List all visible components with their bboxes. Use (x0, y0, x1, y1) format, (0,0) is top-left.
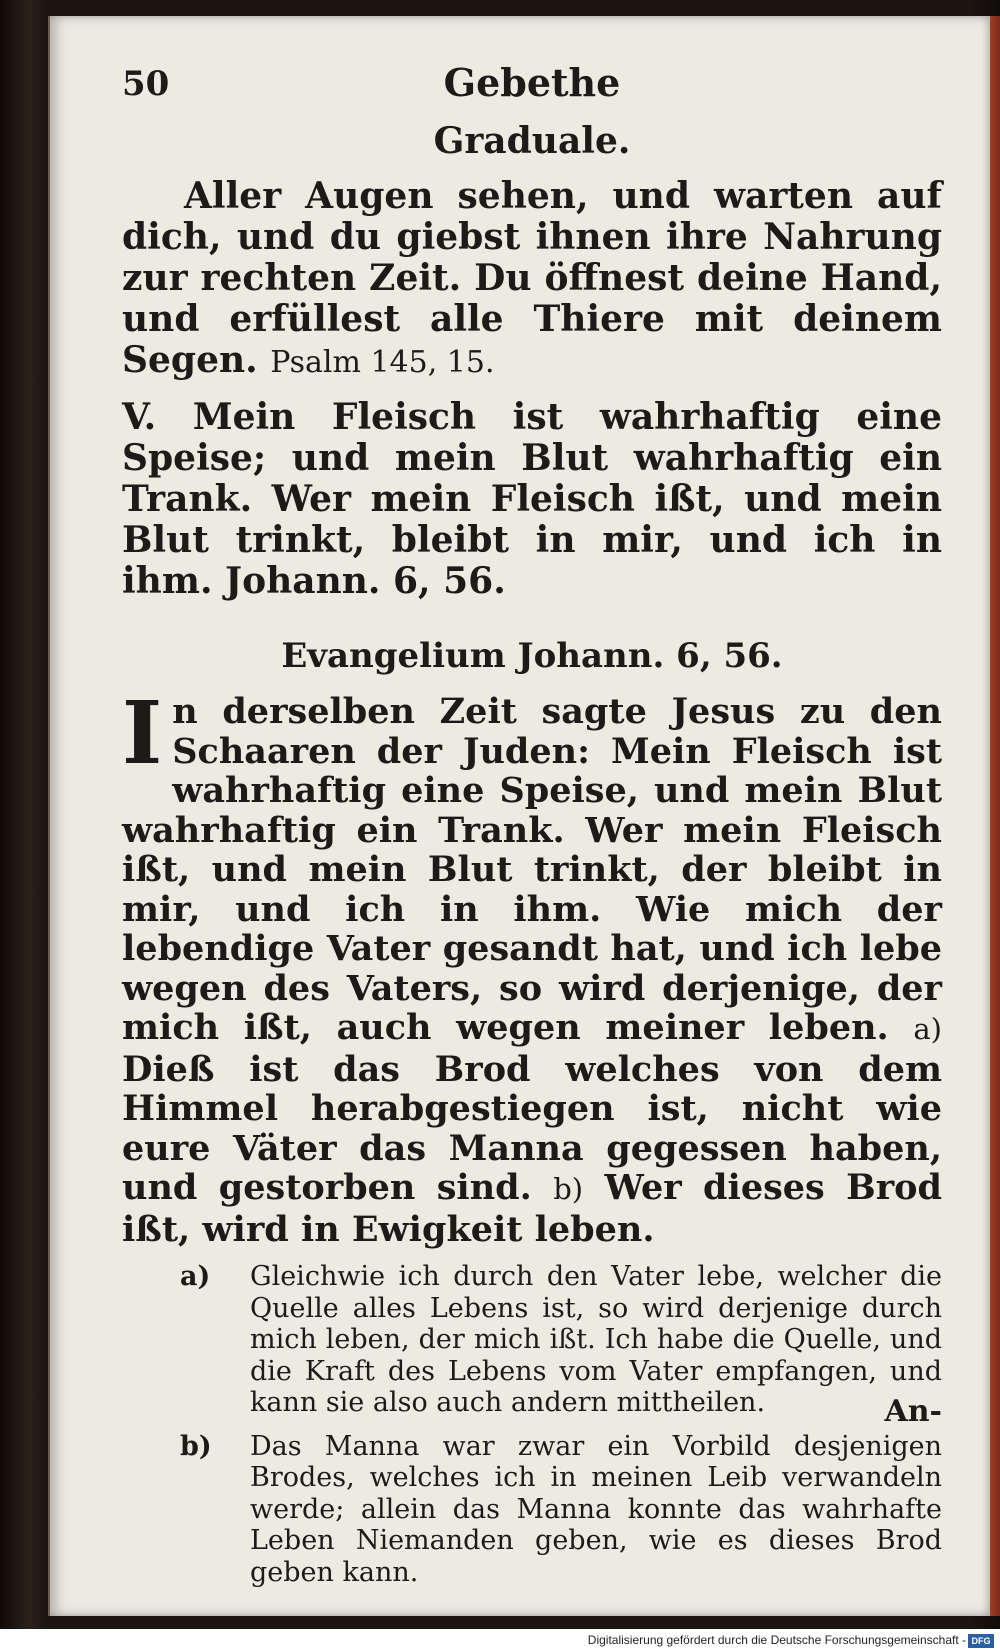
gospel-body-part2: Dieß ist das Brod welches von dem Himmel herabgestiegen ist, nicht wie eure Väter das Manna gegessen haben, und gestorben sind. (122, 1048, 942, 1208)
footer-bar (0, 1629, 1000, 1651)
footnote-label: b) (180, 1430, 212, 1462)
page-content (122, 56, 942, 1600)
footnote-label: a) (180, 1261, 211, 1292)
catchword: An- (884, 1394, 942, 1429)
graduale-reference: Psalm 145, 15. (270, 345, 495, 380)
gospel-body-part3: Wer dieses Brod ißt, wird in Ewigkeit leben. (122, 1167, 942, 1250)
book-page (48, 16, 990, 1616)
footnote-marker-a: a) (913, 1012, 942, 1046)
page-number: 50 (122, 64, 170, 104)
dfg-logo-icon: DFG (968, 1634, 994, 1648)
running-title: Gebethe (443, 60, 621, 105)
gospel-body-part1: n derselben Zeit sagte Jesus zu den Schaaren der Juden: Mein Fleisch ist wahrhaftig eine Speise, und mein Blut wahrhaftig ein Trank. Wer mein Fleisch ißt, und mein Blut trinkt, der bleibt in mir, und ich in ihm. Wie mich der lebendige Vater gesandt hat, und ich lebe wegen des Vaters, so wird derjenige, der mich ißt, auch wegen meiner leben. (122, 691, 942, 1048)
footnote-text: Gleichwie ich durch den Vater lebe, welcher die Quelle alles Lebens ist, so wird derjenige durch mich leben, der mich ißt. Ich habe die Quelle, und die Kraft des Lebens vom Vater empfangen, und kann sie also auch andern mittheilen. (250, 1261, 942, 1418)
footnote (180, 1261, 942, 1419)
footnote-marker-b: b) (553, 1172, 584, 1206)
gospel-text (122, 683, 942, 1250)
footnote-text: Das Manna war zwar ein Vorbild desjenigen Brodes, welches ich in meinen Leib verwandeln werde; allein das Manna konnte das wahrhafte Leben Niemanden geben, wie es dieses Brod geben kann. (250, 1430, 942, 1588)
graduale-text (122, 176, 942, 383)
gospel-dropcap: I (122, 683, 163, 784)
versicle-body: V. Mein Fleisch ist wahrhaftig eine Speise; und mein Blut wahrhaftig ein Trank. Wer mein Fleisch ißt, und mein Blut trinkt, bleibt in mir, und ich in ihm. (122, 396, 942, 602)
versicle-reference: Johann. 6, 56. (225, 560, 506, 602)
graduale-body: Aller Augen sehen, und warten auf dich, und du giebst ihnen ihre Nahrung zur rechten Zeit. Du öffnest deine Hand, und erfüllest alle Thiere mit deinem Segen. (122, 175, 942, 381)
gospel-title: Evangelium Johann. 6, 56. (281, 636, 783, 676)
running-header (122, 56, 942, 116)
footer-credit: Digitalisierung gefördert durch die Deutsche Forschungsgemeinschaft - (587, 1633, 966, 1647)
footnotes (180, 1261, 942, 1588)
graduale-title: Graduale. (433, 120, 631, 162)
versicle-text (122, 397, 942, 602)
footnote (180, 1431, 942, 1589)
